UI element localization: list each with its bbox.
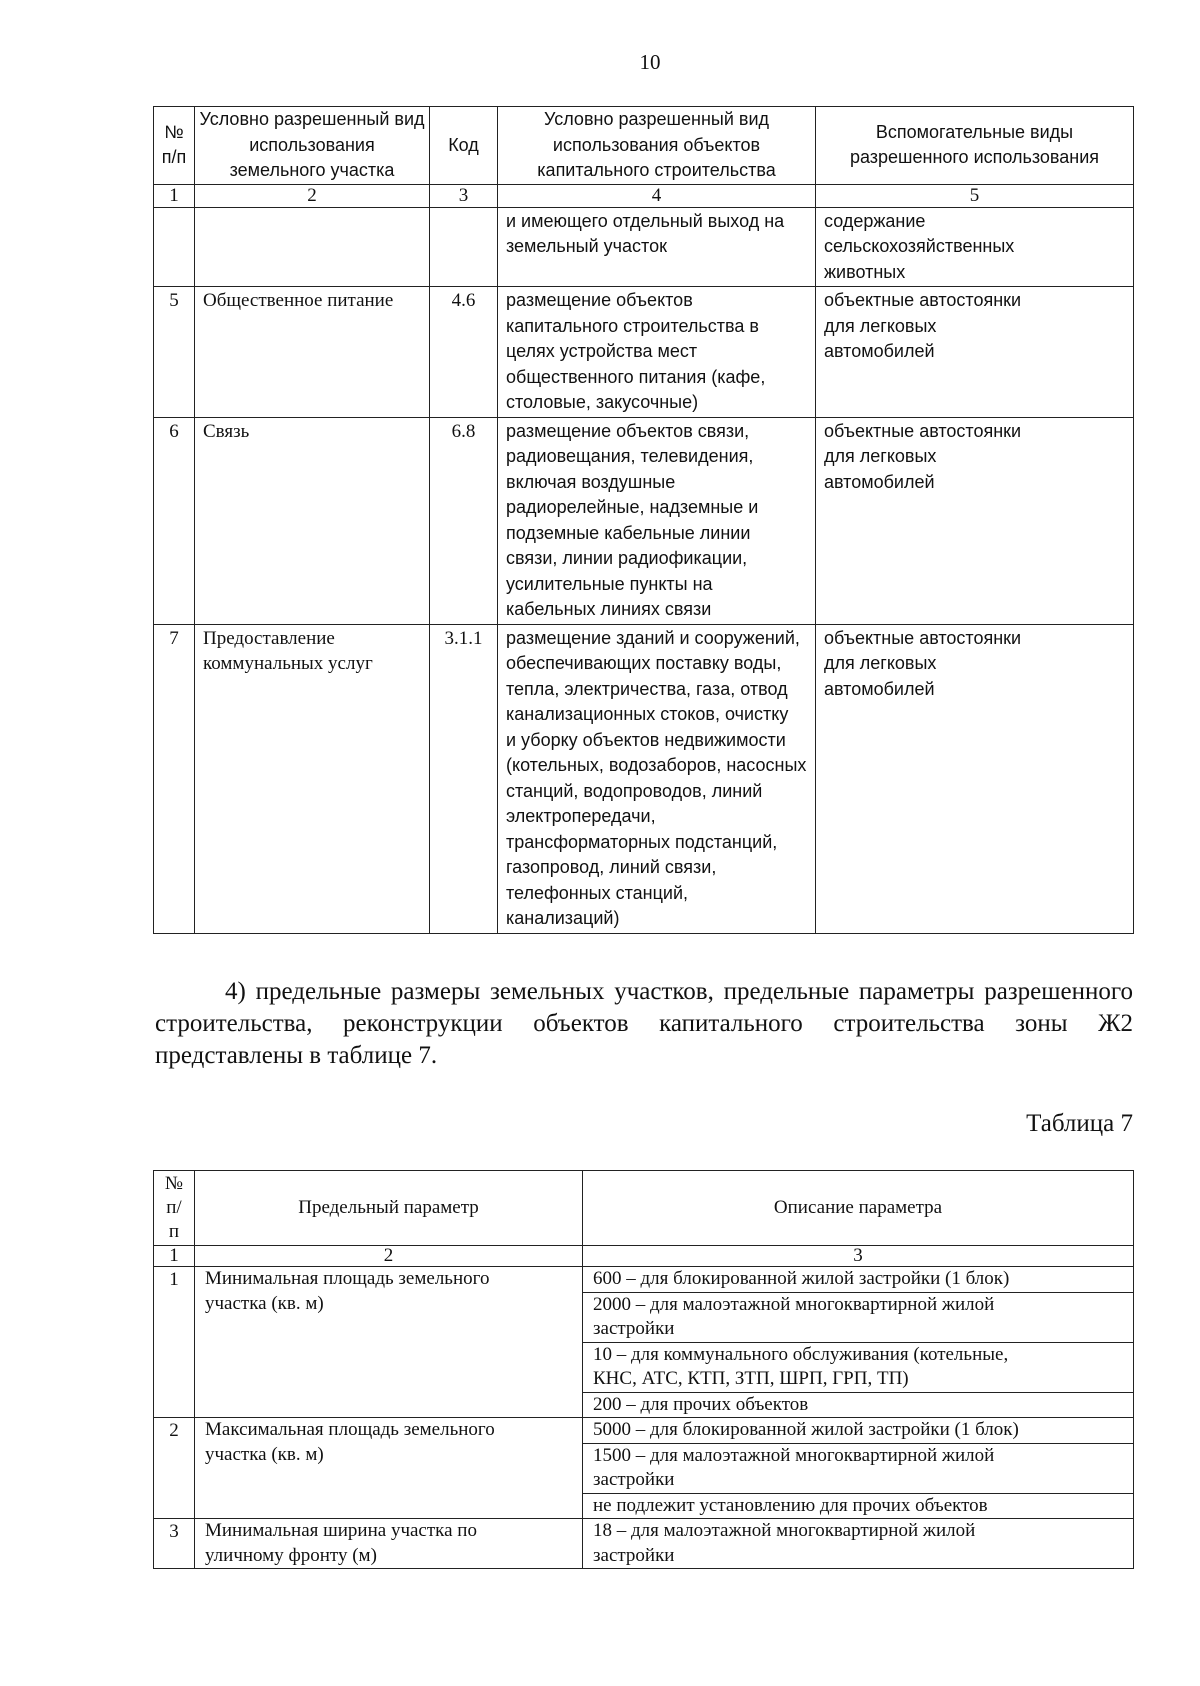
- row-object-use: размещение зданий и сооружений, обеспечивающих поставку воды, тепла, электричества, газа, отвод канализационных стоков, очистку и уборку объектов недвижимости (котельных, водозаборов, насосных станций, водопроводов, линий электропередачи, трансформаторных подстанций, газопровод, линий связи, телефонных станций, канализаций): [498, 624, 816, 933]
- row-description: 2000 – для малоэтажной многоквартирной жилой застройки: [583, 1292, 1134, 1342]
- col-number: 5: [816, 184, 1134, 207]
- row-description: 1500 – для малоэтажной многоквартирной жилой застройки: [583, 1443, 1134, 1493]
- col-number: 4: [498, 184, 816, 207]
- table-row: [154, 1418, 1134, 1444]
- row-object-use: и имеющего отдельный выход на земельный участок: [498, 207, 816, 287]
- row-auxiliary-use: объектные автостоянки для легковых автомобилей: [816, 417, 1134, 624]
- row-parameter: Минимальная ширина участка по уличному фронту (м): [195, 1519, 583, 1569]
- row-land-use: [195, 207, 430, 287]
- row-land-use: Общественное питание: [195, 287, 430, 418]
- header-parameter: Предельный параметр: [195, 1171, 583, 1246]
- header-num: № п/п: [154, 107, 195, 185]
- header-auxiliary-use: Вспомогательные виды разрешенного использования: [816, 107, 1134, 185]
- table-row: [154, 624, 1134, 933]
- row-code: 3.1.1: [430, 624, 498, 933]
- header-code: Код: [430, 107, 498, 185]
- col-number: 3: [430, 184, 498, 207]
- row-description: 18 – для малоэтажной многоквартирной жилой застройки: [583, 1519, 1134, 1569]
- table-caption: Таблица 7: [1026, 1110, 1133, 1137]
- row-description: 10 – для коммунального обслуживания (котельные, КНС, АТС, КТП, ЗТП, ШРП, ГРП, ТП): [583, 1342, 1134, 1392]
- row-auxiliary-use: объектные автостоянки для легковых автомобилей: [816, 287, 1134, 418]
- col-number: 2: [195, 184, 430, 207]
- body-paragraph: 4) предельные размеры земельных участков, предельные параметры разрешенного строительства, реконструкции объектов капитального строительства зоны Ж2 представлены в таблице 7.: [155, 978, 1133, 1069]
- row-code: [430, 207, 498, 287]
- col-number: 1: [154, 184, 195, 207]
- row-num: 2: [154, 1418, 195, 1519]
- row-description: не подлежит установлению для прочих объектов: [583, 1493, 1134, 1519]
- row-land-use: Предоставление коммунальных услуг: [195, 624, 430, 933]
- row-parameter: Минимальная площадь земельного участка (кв. м): [195, 1267, 583, 1418]
- header-land-use: Условно разрешенный вид использования земельного участка: [195, 107, 430, 185]
- table-row: [154, 1267, 1134, 1293]
- row-num: 3: [154, 1519, 195, 1569]
- row-num: 5: [154, 287, 195, 418]
- col-number: 2: [195, 1246, 583, 1267]
- header-object-use: Условно разрешенный вид использования объектов капитального строительства: [498, 107, 816, 185]
- row-auxiliary-use: содержание сельскохозяйственных животных: [816, 207, 1134, 287]
- row-num: [154, 207, 195, 287]
- page-number: 10: [639, 50, 661, 74]
- row-auxiliary-use: объектные автостоянки для легковых автомобилей: [816, 624, 1134, 933]
- table-row: [154, 417, 1134, 624]
- table-row: [154, 207, 1134, 287]
- col-number: 1: [154, 1246, 195, 1267]
- row-land-use: Связь: [195, 417, 430, 624]
- permitted-use-table: [153, 106, 1134, 934]
- row-description: 5000 – для блокированной жилой застройки (1 блок): [583, 1418, 1134, 1444]
- row-num: 1: [154, 1267, 195, 1418]
- header-description: Описание параметра: [583, 1171, 1134, 1246]
- row-object-use: размещение объектов капитального строительства в целях устройства мест общественного питания (кафе, столовые, закусочные): [498, 287, 816, 418]
- row-code: 4.6: [430, 287, 498, 418]
- row-parameter: Максимальная площадь земельного участка (кв. м): [195, 1418, 583, 1519]
- row-object-use: размещение объектов связи, радиовещания, телевидения, включая воздушные радиорелейные, надземные и подземные кабельные линии связи, линии радиофикации, усилительные пункты на кабельных линиях связи: [498, 417, 816, 624]
- row-num: 7: [154, 624, 195, 933]
- header-num: № п/п: [154, 1171, 195, 1246]
- row-code: 6.8: [430, 417, 498, 624]
- col-number: 3: [583, 1246, 1134, 1267]
- row-description: 200 – для прочих объектов: [583, 1392, 1134, 1418]
- row-num: 6: [154, 417, 195, 624]
- row-description: 600 – для блокированной жилой застройки (1 блок): [583, 1267, 1134, 1293]
- table-row: [154, 287, 1134, 418]
- table-row: [154, 1519, 1134, 1569]
- limit-parameters-table: [153, 1170, 1134, 1569]
